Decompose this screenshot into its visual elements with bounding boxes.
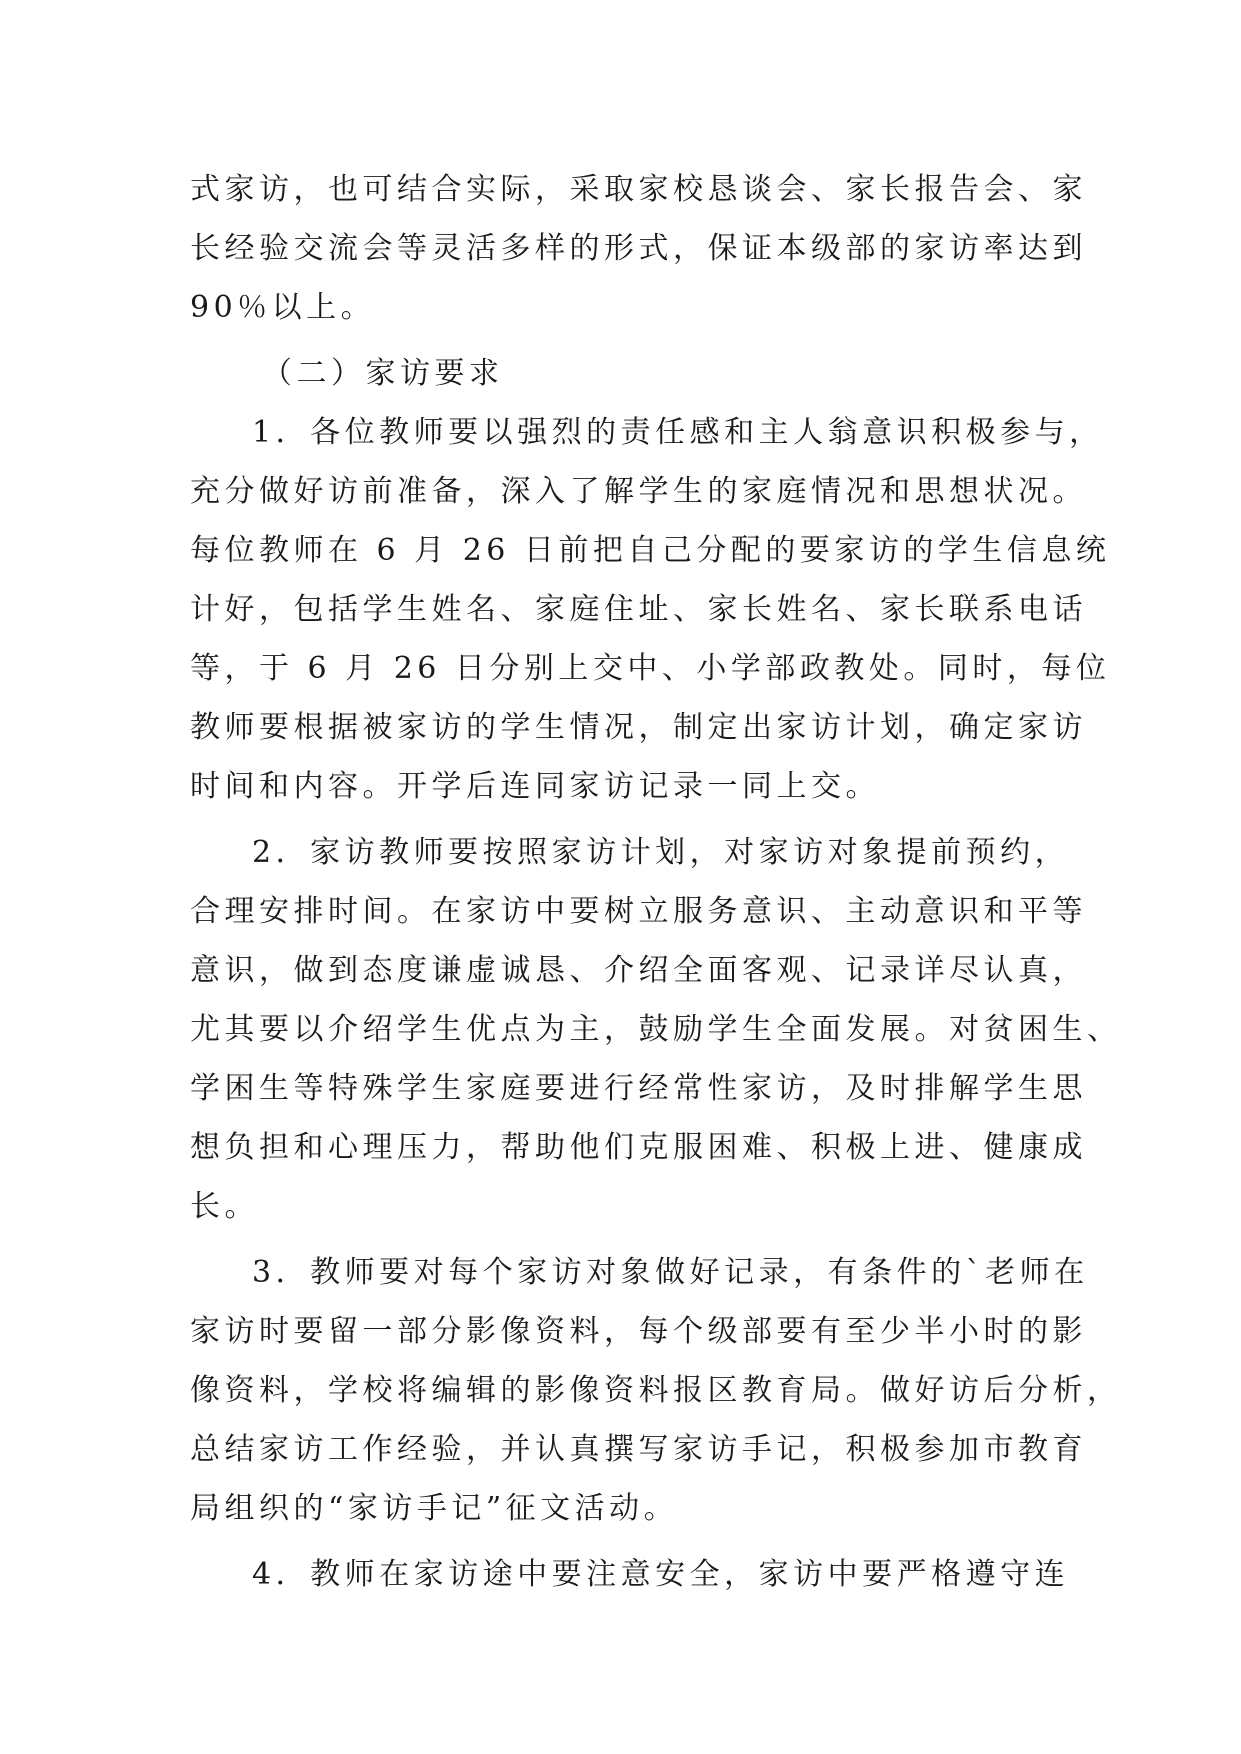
text-line: 每位教师在 6 月 26 日前把自己分配的要家访的学生信息统 xyxy=(190,533,1111,568)
text-line: 学困生等特殊学生家庭要进行经常性家访，及时排解学生思 xyxy=(190,1071,1087,1106)
text-line: 长经验交流会等灵活多样的形式，保证本级部的家访率达到 xyxy=(190,231,1087,266)
paragraph-item-4 xyxy=(190,1545,1070,1604)
text-line: 局组织的“家访手记”征文活动。 xyxy=(190,1491,679,1526)
paragraph-item-2 xyxy=(190,823,1122,1236)
text-line: 等，于 6 月 26 日分别上交中、小学部政教处。同时，每位 xyxy=(190,651,1111,686)
paragraph-item-1 xyxy=(190,403,1111,816)
document-body xyxy=(190,160,1122,1604)
paragraph-intro-continuation xyxy=(190,160,1087,337)
text-line: 3．教师要对每个家访对象做好记录，有条件的`老师在 xyxy=(252,1255,1089,1290)
section-heading xyxy=(190,344,1050,403)
text-line: 1．各位教师要以强烈的责任感和主人翁意识积极参与， xyxy=(252,415,1104,450)
text-line: 合理安排时间。在家访中要树立服务意识、主动意识和平等 xyxy=(190,894,1087,929)
text-line: 家访时要留一部分影像资料，每个级部要有至少半小时的影 xyxy=(190,1314,1087,1349)
paragraph-item-3 xyxy=(190,1243,1122,1538)
text-line: 时间和内容。开学后连同家访记录一同上交。 xyxy=(190,769,880,804)
text-line: 4．教师在家访途中要注意安全，家访中要严格遵守连 xyxy=(252,1557,1070,1592)
text-line: 像资料，学校将编辑的影像资料报区教育局。做好访后分析， xyxy=(190,1373,1122,1408)
text-line: 充分做好访前准备，深入了解学生的家庭情况和思想状况。 xyxy=(190,474,1087,509)
text-line: 计好，包括学生姓名、家庭住址、家长姓名、家长联系电话 xyxy=(190,592,1087,627)
text-line: 想负担和心理压力，帮助他们克服困难、积极上进、健康成 xyxy=(190,1130,1087,1165)
text-line: 尤其要以介绍学生优点为主，鼓励学生全面发展。对贫困生、 xyxy=(190,1012,1122,1047)
text-line: 式家访，也可结合实际，采取家校恳谈会、家长报告会、家 xyxy=(190,172,1087,207)
section-heading-text: （二）家访要求 xyxy=(262,356,504,391)
text-line: 总结家访工作经验，并认真撰写家访手记，积极参加市教育 xyxy=(190,1432,1087,1467)
text-line: 教师要根据被家访的学生情况，制定出家访计划，确定家访 xyxy=(190,710,1087,745)
text-line: 长。 xyxy=(190,1189,259,1224)
text-line: 2．家访教师要按照家访计划，对家访对象提前预约， xyxy=(252,835,1070,870)
text-line: 90％以上。 xyxy=(190,290,376,325)
text-line: 意识，做到态度谦虚诚恳、介绍全面客观、记录详尽认真， xyxy=(190,953,1087,988)
